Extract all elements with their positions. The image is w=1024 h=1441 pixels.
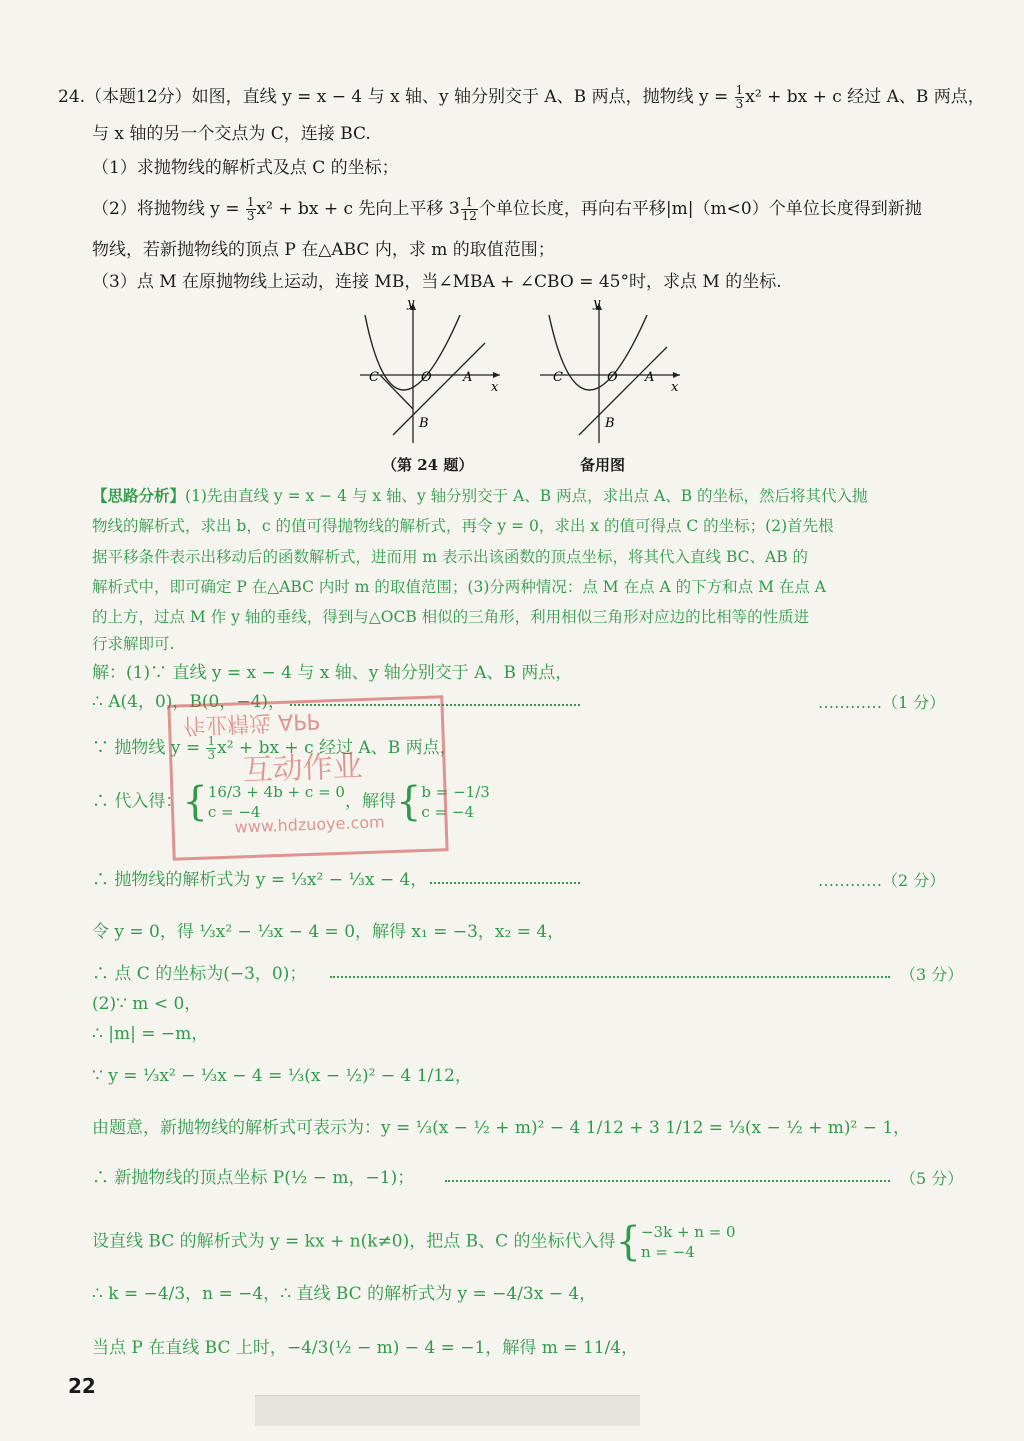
q2-fraction-2 — [461, 196, 478, 223]
solution-2: ∴ A(4，0)，B(0，−4)， — [92, 692, 286, 712]
frac-num: 1 — [461, 196, 478, 210]
solution-1: 解：(1)∵ 直线 y = x − 4 与 x 轴、y 轴分别交于 A、B 两点， — [92, 663, 573, 683]
eq-2: c = −4 — [207, 803, 261, 821]
brace: { — [615, 1219, 641, 1265]
label-B: B — [605, 416, 615, 431]
frac-num: 1 — [246, 195, 255, 209]
caption-right: 备用图 — [580, 456, 626, 474]
s4-prefix: ∴ 代入得： — [92, 791, 183, 812]
analysis-line-3: 据平移条件表示出移动后的函数解析式，进而用 m 表示出该函数的顶点坐标，将其代入直线 BC、AB 的 — [92, 548, 809, 566]
q2-fraction — [246, 196, 256, 223]
frac-den: 12 — [461, 209, 477, 223]
label-B: B — [419, 416, 429, 431]
solution-15: 当点 P 在直线 BC 上时，−4/3(½ − m) − 4 = −1，解得 m = 11/4， — [92, 1338, 639, 1358]
label-O: O — [607, 370, 618, 385]
question-1: （1）求抛物线的解析式及点 C 的坐标； — [92, 158, 399, 178]
label-A: A — [463, 370, 473, 385]
s3-text-b: x² + bx + c 经过 A、B 两点， — [217, 738, 457, 758]
s3-text-a: ∵ 抛物线 y = — [92, 738, 206, 758]
brace-left: { — [182, 779, 208, 825]
score-2: …………（2 分） — [818, 871, 946, 890]
q2-text-c: 个单位长度，再向右平移|m|（m<0）个单位长度得到新抛 — [478, 199, 922, 219]
page-number: 22 — [68, 1374, 96, 1398]
stamp-text-2: 互动作业 — [242, 749, 364, 789]
analysis-line-5: 的上方，过点 M 作 y 轴的垂线，得到与△OCB 相似的三角形，利用相似三角形对应边的比相等的性质进 — [92, 608, 810, 626]
frac-num: 1 — [735, 83, 744, 97]
frac-den: 3 — [735, 97, 744, 111]
s4-mid: ，解得 — [344, 791, 396, 812]
dotted-leader — [430, 882, 580, 884]
frac-num: 1 — [207, 734, 216, 748]
question-3: （3）点 M 在原抛物线上运动，连接 MB，当∠MBA + ∠CBO = 45°时，求点 M 的坐标. — [92, 272, 782, 292]
figure-backup — [535, 295, 685, 445]
frac-den: 3 — [246, 209, 255, 223]
solution-8: (2)∵ m < 0， — [92, 994, 202, 1014]
header-tail: x² + bx + c 经过 A、B 两点， — [745, 87, 985, 107]
eq-2: n = −4 — [640, 1243, 695, 1261]
problem-header — [58, 84, 985, 111]
frac-den: 3 — [207, 748, 216, 762]
label-y: y — [407, 296, 415, 311]
question-2-cont: 物线，若新抛物线的顶点 P 在△ABC 内，求 m 的取值范围； — [92, 240, 555, 260]
stamp-text-1: 作业精选 APP — [182, 707, 320, 738]
label-x: x — [491, 380, 499, 395]
solution-14: ∴ k = −4/3，n = −4，∴ 直线 BC 的解析式为 y = −4/3x − 4， — [92, 1284, 597, 1304]
label-C: C — [369, 370, 379, 385]
solution-9: ∴ |m| = −m， — [92, 1024, 209, 1044]
system-bc — [641, 1222, 736, 1262]
brace-right: { — [395, 779, 422, 825]
label-C: C — [553, 370, 563, 385]
label-A: A — [645, 370, 655, 385]
header-fraction — [735, 84, 745, 111]
dotted-leader — [445, 1180, 890, 1182]
caption-left: （第 24 题） — [382, 456, 474, 474]
question-2 — [92, 196, 922, 223]
s13-prefix: 设直线 BC 的解析式为 y = kx + n(k≠0)，把点 B、C 的坐标代入得 — [92, 1231, 616, 1252]
analysis-line-1 — [92, 484, 868, 508]
analysis-line-6: 行求解即可. — [92, 635, 175, 653]
analysis-line-4: 解析式中，即可确定 P 在△ABC 内时 m 的取值范围；(3)分两种情况：点 M 在点 A 的下方和点 M 在点 A — [92, 578, 826, 596]
analysis-text-1: (1)先由直线 y = x − 4 与 x 轴、y 轴分别交于 A、B 两点，求出点 A、B 的坐标，然后将其代入抛 — [185, 487, 868, 505]
solution-12: ∴ 新抛物线的顶点坐标 P(½ − m，−1)； — [92, 1168, 415, 1188]
q2-text-b: x² + bx + c 先向上平移 3 — [256, 199, 460, 219]
label-y: y — [593, 296, 601, 311]
bottom-scan-strip — [255, 1395, 640, 1426]
res-2: c = −4 — [421, 803, 475, 821]
score-3: （3 分） — [900, 965, 964, 984]
solution-5: ∴ 抛物线的解析式为 y = ⅓x² − ⅓x − 4， — [92, 870, 428, 890]
solution-7: ∴ 点 C 的坐标为(−3，0)； — [92, 964, 307, 984]
analysis-line-2: 物线的解析式，求出 b，c 的值可得抛物线的解析式，再令 y = 0，求出 x 的值可得点 C 的坐标；(2)首先根 — [92, 517, 834, 535]
dotted-leader — [330, 976, 890, 978]
analysis-tag: 【思路分析】 — [92, 486, 186, 505]
q2-text-a: （2）将抛物线 y = — [92, 199, 245, 219]
res-1: b = −1/3 — [421, 783, 490, 801]
solution-13 — [92, 1219, 736, 1265]
solution-11: 由题意，新抛物线的解析式可表示为：y = ⅓(x − ½ + m)² − 4 1/12 + 3 1/12 = ⅓(x − ½ + m)² − 1， — [92, 1118, 911, 1138]
label-x: x — [671, 380, 679, 395]
watermark-stamp — [167, 695, 448, 861]
eq-1: −3k + n = 0 — [640, 1223, 736, 1241]
label-O: O — [421, 370, 432, 385]
stamp-text-3: www.hdzuoye.com — [234, 812, 385, 837]
eq-1: 16/3 + 4b + c = 0 — [207, 783, 345, 801]
score-5: （5 分） — [900, 1169, 964, 1188]
solution-6: 令 y = 0，得 ⅓x² − ⅓x − 4 = 0，解得 x₁ = −3，x₂ = 4， — [92, 922, 565, 942]
solution-10: ∵ y = ⅓x² − ⅓x − 4 = ⅓(x − ½)² − 4 1/12， — [92, 1066, 472, 1086]
problem-line2: 与 x 轴的另一个交点为 C，连接 BC. — [92, 124, 371, 144]
score-1: …………（1 分） — [818, 693, 946, 712]
figure-24 — [355, 295, 505, 445]
header-text: 24.（本题12分）如图，直线 y = x − 4 与 x 轴、y 轴分别交于 A、B 两点，抛物线 y = — [58, 87, 734, 107]
